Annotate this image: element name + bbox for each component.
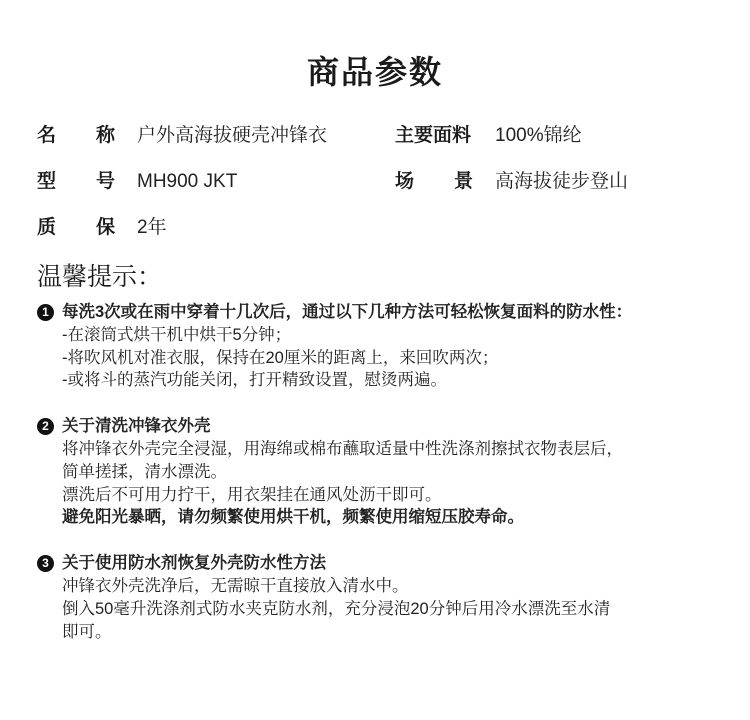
spec-value-warranty: 2年	[137, 217, 167, 238]
section-line: 简单搓揉，清水漂洗。	[62, 462, 227, 481]
spec-cell-fabric	[395, 124, 750, 148]
spec-row	[37, 216, 750, 240]
spec-label: 型	[37, 171, 57, 192]
number-badge-icon: 1	[37, 304, 54, 321]
section-line: -或将斗的蒸汽功能关闭，打开精致设置，慰烫两遍。	[62, 371, 447, 390]
section-line: -在滚筒式烘干机中烘干5分钟；	[62, 325, 292, 344]
section-heading: 关于使用防水剂恢复外壳防水性方法	[62, 554, 326, 573]
spec-value-fabric: 100%锦纶	[495, 125, 582, 146]
spec-label: 号	[95, 171, 115, 192]
tip-section-3	[37, 552, 727, 643]
spec-cell-scene	[395, 170, 750, 194]
spec-label: 景	[453, 171, 473, 192]
section-line: 即可。	[62, 622, 112, 641]
section-line: 倒入50毫升洗涤剂式防水夹克防水剂，充分浸泡20分钟后用冷水漂洗至水清	[62, 599, 611, 618]
number-badge-icon: 2	[37, 418, 54, 435]
spec-label: 称	[95, 125, 115, 146]
tip-section-1	[37, 301, 727, 392]
spec-table	[0, 124, 750, 240]
spec-cell-model	[37, 170, 395, 194]
tip-section-2	[37, 415, 727, 529]
warning-line: 避免阳光暴晒，请勿频繁使用烘干机，频繁使用缩短压胶寿命。	[62, 508, 524, 527]
section-line: 冲锋衣外壳洗净后，无需晾干直接放入清水中。	[62, 576, 409, 595]
section-heading: 关于清洗冲锋衣外壳	[62, 417, 211, 436]
section-heading: 每洗3次或在雨中穿着十几次后，通过以下几种方法可轻松恢复面料的防水性：	[62, 303, 633, 321]
spec-value-scene: 高海拔徒步登山	[495, 171, 629, 192]
spec-label: 质	[37, 217, 57, 238]
spec-cell-warranty	[37, 216, 395, 240]
tip-sections	[0, 301, 727, 643]
spec-value-model: MH900 JKT	[137, 171, 238, 192]
spec-label: 主要面料	[395, 125, 472, 146]
spec-label: 保	[95, 217, 115, 238]
tips-title: 温馨提示：	[37, 263, 163, 291]
spec-label: 场	[395, 171, 415, 192]
section-line: 漂洗后不可用力拧干，用衣架挂在通风处沥干即可。	[62, 485, 442, 504]
spec-row	[37, 170, 750, 194]
page-title: 商品参数	[306, 54, 443, 90]
section-line: -将吹风机对准衣服，保持在20厘米的距离上，来回吹两次；	[62, 348, 499, 367]
spec-value-name: 户外高海拔硬壳冲锋衣	[137, 125, 328, 146]
spec-row	[37, 124, 750, 148]
spec-cell-name	[37, 124, 395, 148]
spec-label: 名	[37, 125, 57, 146]
number-badge-icon: 3	[37, 555, 54, 572]
section-line: 将冲锋衣外壳完全浸湿，用海绵或棉布蘸取适量中性洗涤剂擦拭衣物表层后，	[62, 439, 623, 458]
